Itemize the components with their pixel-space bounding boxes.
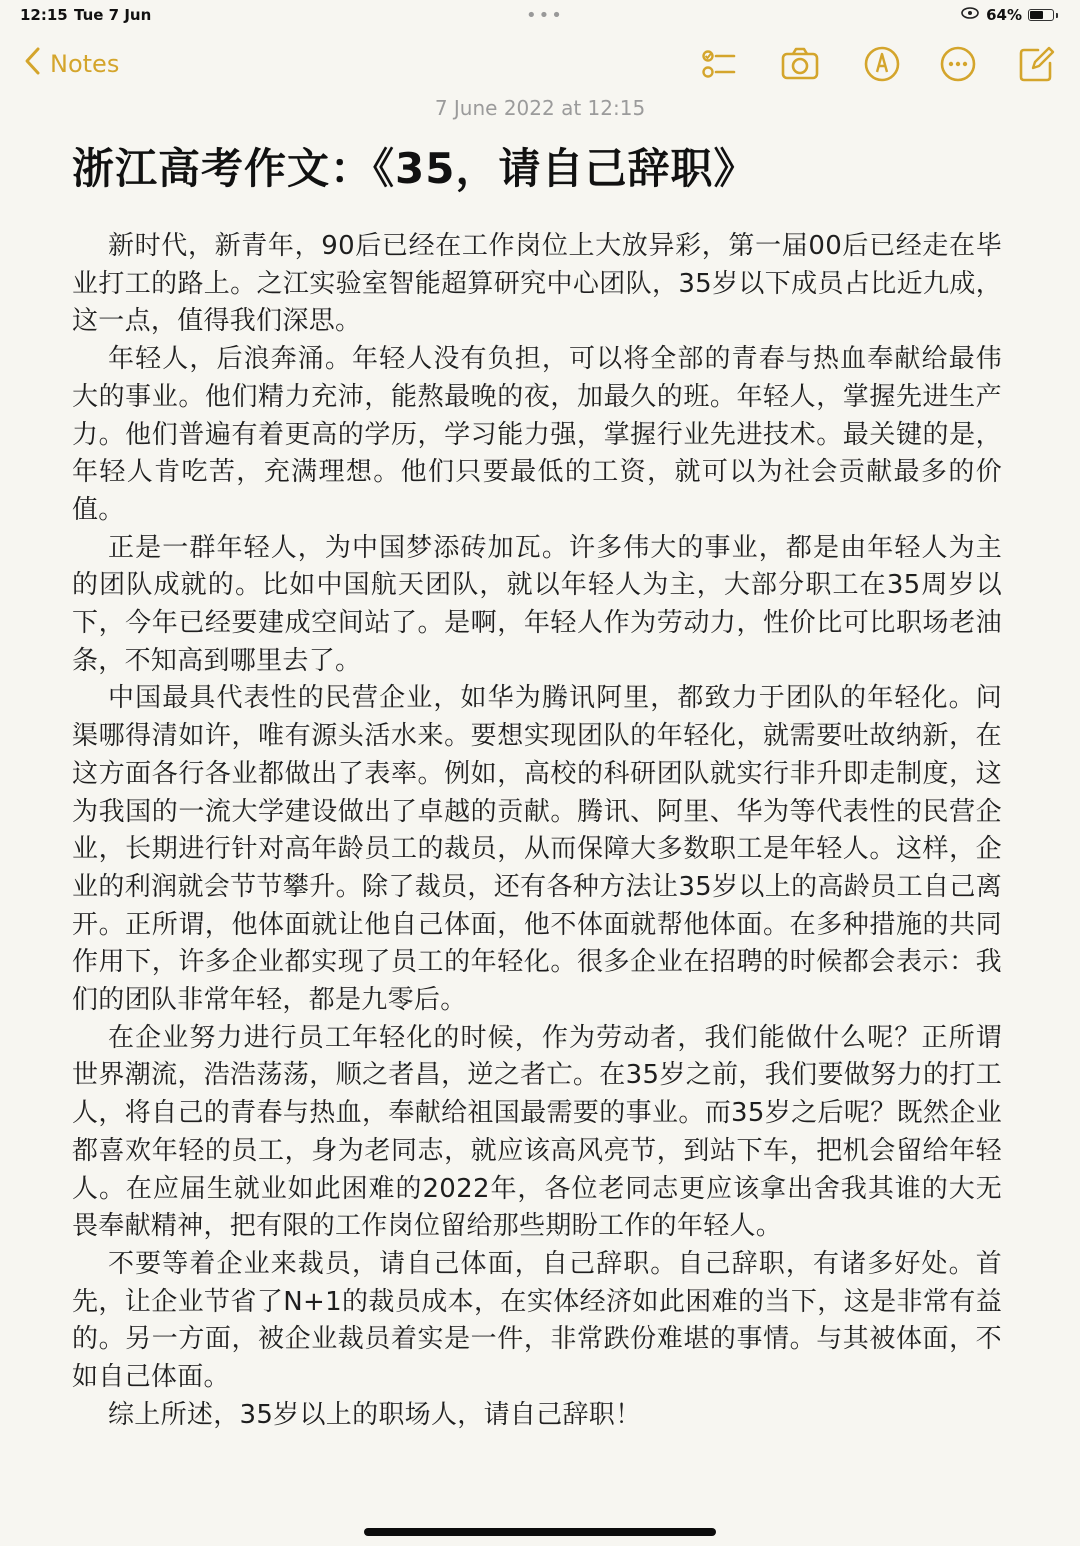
battery-cap bbox=[1056, 13, 1058, 18]
battery-icon bbox=[1028, 9, 1054, 21]
battery-fill bbox=[1030, 11, 1043, 19]
paragraph: 中国最具代表性的民营企业，如华为腾讯阿里，都致力于团队的年轻化。问渠哪得清如许，唯有源头活水来。要想实现团队的年轻化，就需要吐故纳新，在这方面各行各业都做出了表率。例如，高校的科研团队就实行非升即走制度，这为我国的一流大学建设做出了卓越的贡献。腾讯、阿里、华为等代表性的民营企业，长期进行针对高年龄员工的裁员，从而保障大多数职工是年轻人。这样，企业的利润就会节节攀升。除了裁员，还有各种方法让35岁以上的高龄员工自己离开。正所谓，他体面就让他自己体面，他不体面就帮他体面。在多种措施的共同作用下，许多企业都实现了员工的年轻化。很多企业在招聘的时候都会表示：我们的团队非常年轻，都是九零后。 bbox=[72, 683, 1002, 1016]
more-icon[interactable] bbox=[938, 44, 978, 84]
home-indicator[interactable] bbox=[364, 1528, 716, 1536]
chevron-left-icon bbox=[24, 46, 42, 82]
battery-percent: 64% bbox=[986, 6, 1022, 24]
markup-icon[interactable] bbox=[862, 44, 902, 84]
camera-icon[interactable] bbox=[780, 44, 820, 84]
paragraph: 新时代，新青年，90后已经在工作岗位上大放异彩，第一届00后已经走在毕业打工的路上。之江实验室智能超算研究中心团队，35岁以下成员占比近九成，这一点，值得我们深思。 bbox=[72, 231, 1002, 337]
status-bar bbox=[0, 0, 1080, 32]
note-body[interactable] bbox=[72, 228, 1002, 1435]
back-label: Notes bbox=[50, 50, 120, 78]
toolbar bbox=[0, 40, 1080, 88]
multitasking-dots[interactable]: ••• bbox=[526, 5, 564, 26]
paragraph: 正是一群年轻人，为中国梦添砖加瓦。许多伟大的事业，都是由年轻人为主的团队成就的。比如中国航天团队，就以年轻人为主，大部分职工在35周岁以下，今年已经要建成空间站了。是啊，年轻人作为劳动力，性价比可比职场老油条，不知高到哪里去了。 bbox=[72, 532, 1002, 676]
compose-icon[interactable] bbox=[1016, 44, 1056, 84]
note-title[interactable]: 浙江高考作文：《35，请自己辞职》 bbox=[72, 144, 757, 193]
orientation-lock-icon bbox=[960, 6, 980, 24]
status-right bbox=[960, 6, 1058, 24]
back-button[interactable] bbox=[24, 46, 119, 82]
paragraph: 在企业努力进行员工年轻化的时候，作为劳动者，我们能做什么呢？正所谓世界潮流，浩浩荡荡，顺之者昌，逆之者亡。在35岁之前，我们要做努力的打工人，将自己的青春与热血，奉献给祖国最需要的事业。而35岁之后呢？既然企业都喜欢年轻的员工，身为老同志，就应该高风亮节，到站下车，把机会留给年轻人。在应届生就业如此困难的2022年，各位老同志更应该拿出舍我其谁的大无畏奉献精神，把有限的工作岗位留给那些期盼工作的年轻人。 bbox=[72, 1022, 1002, 1242]
status-time: 12:15 bbox=[20, 6, 68, 24]
paragraph: 年轻人，后浪奔涌。年轻人没有负担，可以将全部的青春与热血奉献给最伟大的事业。他们精力充沛，能熬最晚的夜，加最久的班。年轻人，掌握先进生产力。他们普遍有着更高的学历，学习能力强，掌握行业先进技术。最关键的是，年轻人肯吃苦，充满理想。他们只要最低的工资，就可以为社会贡献最多的价值。 bbox=[72, 344, 1002, 525]
paragraph: 不要等着企业来裁员，请自己体面，自己辞职。自己辞职，有诸多好处。首先，让企业节省了N+1的裁员成本，在实体经济如此困难的当下，这是非常有益的。另一方面，被企业裁员着实是一件，非常跌份难堪的事情。与其被体面，不如自己体面。 bbox=[72, 1248, 1002, 1393]
note-date: 7 June 2022 at 12:15 bbox=[434, 96, 646, 120]
paragraph: 综上所述，35岁以上的职场人，请自己辞职！ bbox=[108, 1399, 642, 1430]
status-date: Tue 7 Jun bbox=[74, 6, 152, 24]
checklist-icon[interactable] bbox=[698, 44, 738, 84]
